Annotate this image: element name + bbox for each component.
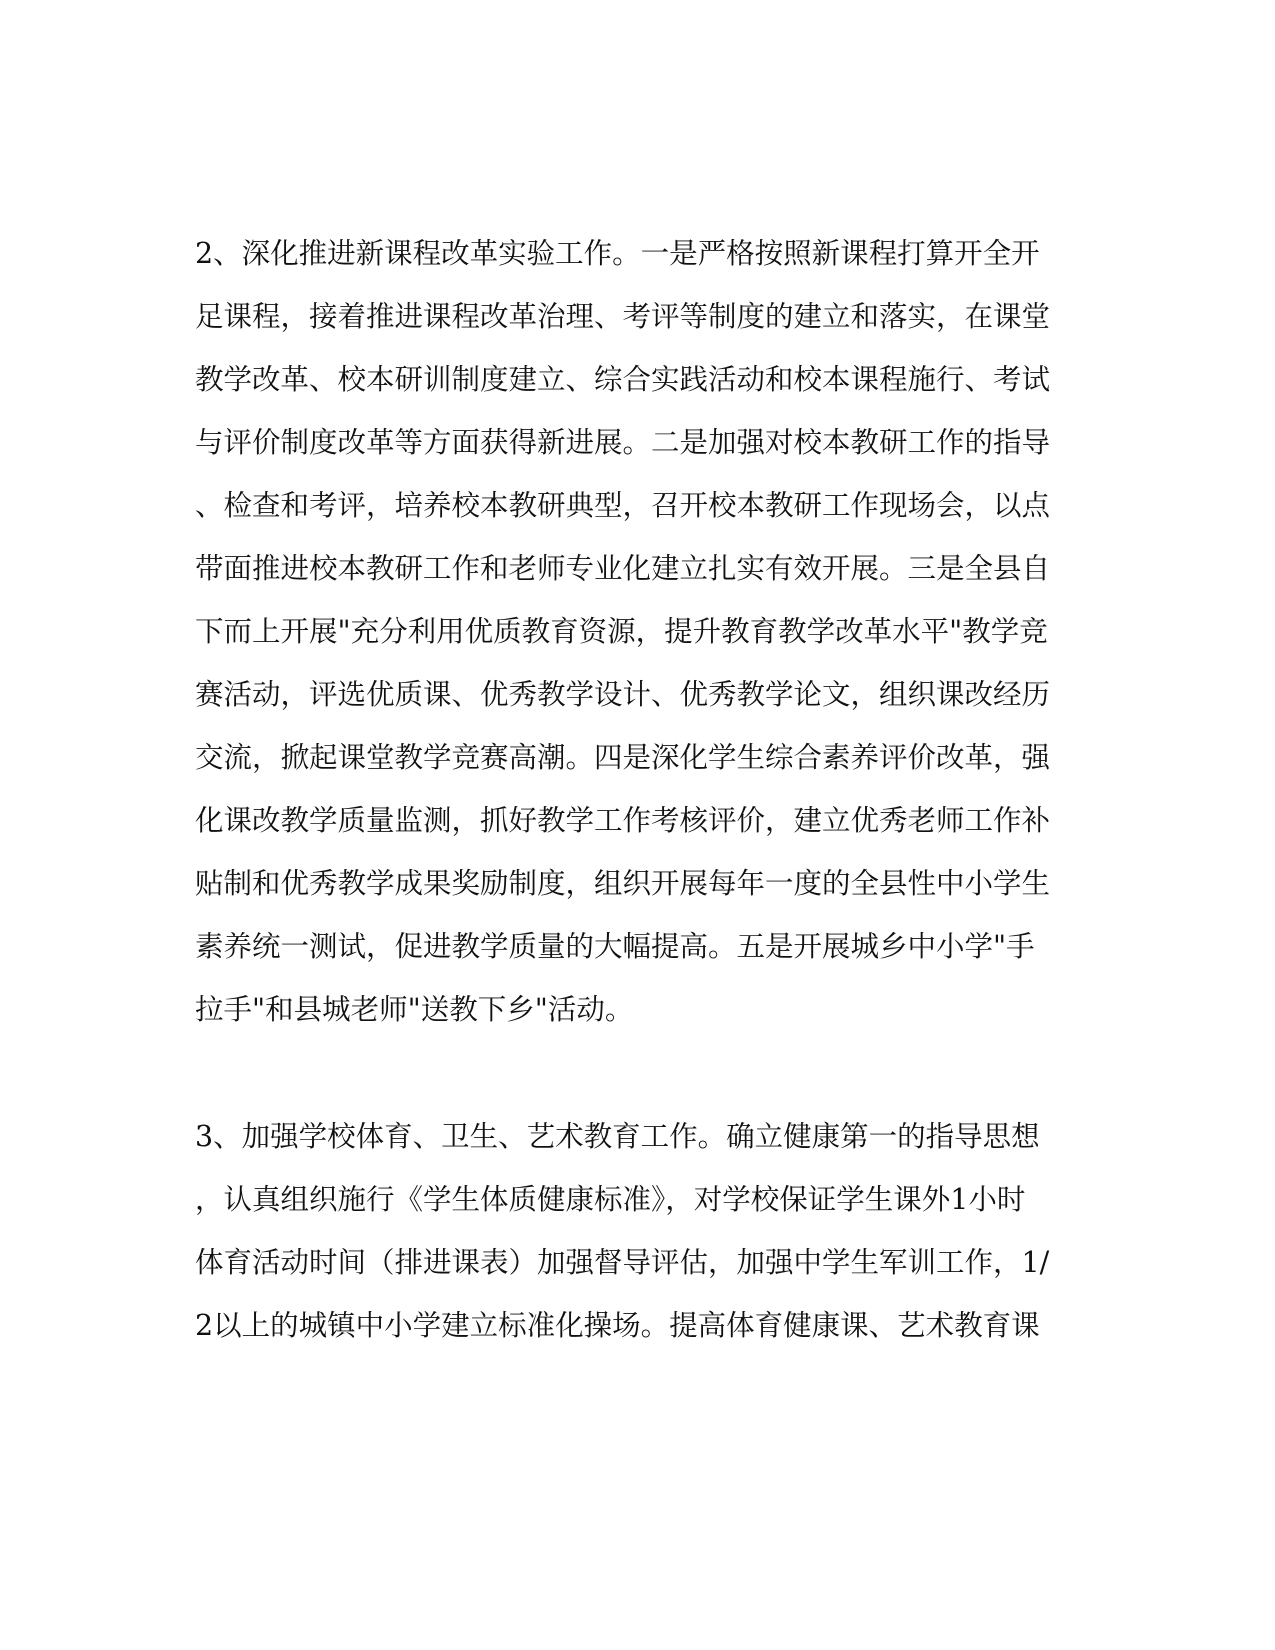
- text-line: 3、加强学校体育、卫生、艺术教育工作。确立健康第一的指导思想: [195, 1120, 1040, 1153]
- text-line: 赛活动，评选优质课、优秀教学设计、优秀教学论文，组织课改经历: [195, 678, 1051, 711]
- text-line: 2、深化推进新课程改革实验工作。一是严格按照新课程打算开全开: [195, 237, 1040, 270]
- text-line: 2以上的城镇中小学建立标准化操场。提高体育健康课、艺术教育课: [195, 1309, 1040, 1342]
- text-line: 贴制和优秀教学成果奖励制度，组织开展每年一度的全县性中小学生: [195, 867, 1051, 900]
- text-line: 、检查和考评，培养校本教研典型，召开校本教研工作现场会，以点: [195, 489, 1051, 522]
- text-line: 化课改教学质量监测，抓好教学工作考核评价，建立优秀老师工作补: [195, 804, 1051, 837]
- text-line: 带面推进校本教研工作和老师专业化建立扎实有效开展。三是全县自: [195, 552, 1051, 585]
- text-line: 素养统一测试，促进教学质量的大幅提高。五是开展城乡中小学"手: [195, 930, 1035, 963]
- text-line: 交流，掀起课堂教学竞赛高潮。四是深化学生综合素养评价改革，强: [195, 741, 1051, 774]
- text-line: 拉手"和县城老师"送教下乡"活动。: [195, 993, 634, 1026]
- text-line: 足课程，接着推进课程改革治理、考评等制度的建立和落实，在课堂: [195, 300, 1051, 333]
- text-line: 下而上开展"充分利用优质教育资源，提升教育教学改革水平"教学竞: [195, 615, 1048, 648]
- text-line: 与评价制度改革等方面获得新进展。二是加强对校本教研工作的指导: [195, 426, 1051, 459]
- text-line: 教学改革、校本研训制度建立、综合实践活动和校本课程施行、考试: [195, 363, 1051, 396]
- text-line: 体育活动时间（排进课表）加强督导评估，加强中学生军训工作，1/: [195, 1246, 1050, 1279]
- text-line: ，认真组织施行《学生体质健康标准》，对学校保证学生课外1小时: [195, 1183, 1026, 1216]
